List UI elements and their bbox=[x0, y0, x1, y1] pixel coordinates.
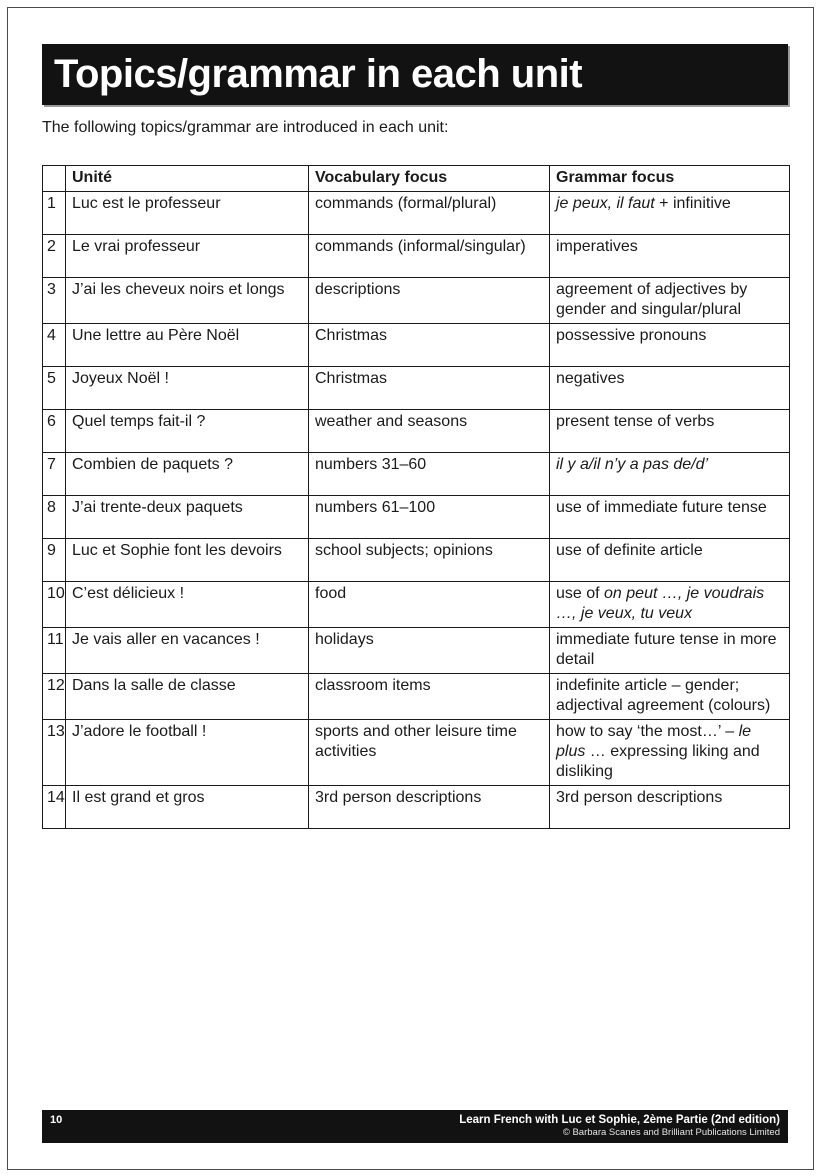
table-row bbox=[43, 278, 790, 324]
vocabulary-focus-cell: commands (formal/plural) bbox=[309, 192, 550, 235]
unit-title-cell: Combien de paquets ? bbox=[66, 453, 309, 496]
table-row bbox=[43, 410, 790, 453]
vocabulary-focus-cell: descriptions bbox=[309, 278, 550, 324]
vocabulary-focus-cell: weather and seasons bbox=[309, 410, 550, 453]
unit-number-cell: 5 bbox=[43, 367, 66, 410]
table-row bbox=[43, 786, 790, 829]
page-number: 10 bbox=[50, 1114, 63, 1126]
unit-number-cell: 8 bbox=[43, 496, 66, 539]
grammar-focus-cell: use of definite article bbox=[550, 539, 790, 582]
unit-number-cell: 14 bbox=[43, 786, 66, 829]
table-row bbox=[43, 453, 790, 496]
vocabulary-focus-cell: commands (informal/singular) bbox=[309, 235, 550, 278]
unit-number-cell: 7 bbox=[43, 453, 66, 496]
unit-title-cell: C’est délicieux ! bbox=[66, 582, 309, 628]
vocabulary-focus-cell: sports and other leisure time activities bbox=[309, 720, 550, 786]
table-row bbox=[43, 496, 790, 539]
unit-title-cell: Il est grand et gros bbox=[66, 786, 309, 829]
unit-number-cell: 3 bbox=[43, 278, 66, 324]
unit-title-cell: Joyeux Noël ! bbox=[66, 367, 309, 410]
unit-title-cell: J’adore le football ! bbox=[66, 720, 309, 786]
vocabulary-focus-cell: classroom items bbox=[309, 674, 550, 720]
grammar-focus-cell: how to say ‘the most…’ – le plus … expressing liking and disliking bbox=[550, 720, 790, 786]
footer-bar bbox=[42, 1110, 788, 1143]
unit-number-cell: 4 bbox=[43, 324, 66, 367]
vocabulary-focus-cell: numbers 31–60 bbox=[309, 453, 550, 496]
footer-right bbox=[459, 1113, 780, 1143]
copyright-line: © Barbara Scanes and Brilliant Publications Limited bbox=[562, 1127, 780, 1138]
vocabulary-focus-cell: food bbox=[309, 582, 550, 628]
grammar-focus-cell: je peux, il faut + infinitive bbox=[550, 192, 790, 235]
header-unit-number bbox=[43, 166, 66, 192]
unit-number-cell: 2 bbox=[43, 235, 66, 278]
unit-title-cell: Je vais aller en vacances ! bbox=[66, 628, 309, 674]
vocabulary-focus-cell: numbers 61–100 bbox=[309, 496, 550, 539]
table-row bbox=[43, 235, 790, 278]
unit-title-cell: Quel temps fait-il ? bbox=[66, 410, 309, 453]
unit-title-cell: Dans la salle de classe bbox=[66, 674, 309, 720]
intro-text: The following topics/grammar are introduced in each unit: bbox=[42, 119, 449, 136]
grammar-focus-cell: il y a/il n’y a pas de/d’ bbox=[550, 453, 790, 496]
table-row bbox=[43, 192, 790, 235]
unit-number-cell: 1 bbox=[43, 192, 66, 235]
grammar-focus-cell: imperatives bbox=[550, 235, 790, 278]
grammar-focus-cell: use of immediate future tense bbox=[550, 496, 790, 539]
vocabulary-focus-cell: Christmas bbox=[309, 324, 550, 367]
grammar-focus-cell: use of on peut …, je voudrais …, je veux, tu veux bbox=[550, 582, 790, 628]
grammar-focus-cell: negatives bbox=[550, 367, 790, 410]
unit-title-cell: Une lettre au Père Noël bbox=[66, 324, 309, 367]
unit-title-cell: J’ai les cheveux noirs et longs bbox=[66, 278, 309, 324]
table-row bbox=[43, 628, 790, 674]
table-row bbox=[43, 324, 790, 367]
topics-table bbox=[42, 165, 790, 829]
unit-title-cell: Luc est le professeur bbox=[66, 192, 309, 235]
grammar-focus-cell: immediate future tense in more detail bbox=[550, 628, 790, 674]
unit-title-cell: J’ai trente-deux paquets bbox=[66, 496, 309, 539]
unit-number-cell: 12 bbox=[43, 674, 66, 720]
table-row bbox=[43, 367, 790, 410]
table-row bbox=[43, 674, 790, 720]
header-grammar-focus: Grammar focus bbox=[550, 166, 790, 192]
grammar-focus-cell: agreement of adjectives by gender and singular/plural bbox=[550, 278, 790, 324]
vocabulary-focus-cell: 3rd person descriptions bbox=[309, 786, 550, 829]
header-vocabulary-focus: Vocabulary focus bbox=[309, 166, 550, 192]
table-header-row bbox=[43, 166, 790, 192]
unit-number-cell: 11 bbox=[43, 628, 66, 674]
unit-number-cell: 6 bbox=[43, 410, 66, 453]
grammar-focus-cell: indefinite article – gender; adjectival agreement (colours) bbox=[550, 674, 790, 720]
page-title-banner bbox=[42, 44, 788, 105]
page-title: Topics/grammar in each unit bbox=[54, 52, 583, 96]
unit-title-cell: Le vrai professeur bbox=[66, 235, 309, 278]
vocabulary-focus-cell: holidays bbox=[309, 628, 550, 674]
header-unite: Unité bbox=[66, 166, 309, 192]
table-row bbox=[43, 582, 790, 628]
grammar-focus-cell: possessive pronouns bbox=[550, 324, 790, 367]
unit-number-cell: 13 bbox=[43, 720, 66, 786]
vocabulary-focus-cell: Christmas bbox=[309, 367, 550, 410]
unit-number-cell: 10 bbox=[43, 582, 66, 628]
vocabulary-focus-cell: school subjects; opinions bbox=[309, 539, 550, 582]
grammar-focus-cell: 3rd person descriptions bbox=[550, 786, 790, 829]
unit-title-cell: Luc et Sophie font les devoirs bbox=[66, 539, 309, 582]
unit-number-cell: 9 bbox=[43, 539, 66, 582]
table-row bbox=[43, 720, 790, 786]
table-row bbox=[43, 539, 790, 582]
book-title: Learn French with Luc et Sophie, 2ème Partie (2nd edition) bbox=[459, 1114, 780, 1126]
grammar-focus-cell: present tense of verbs bbox=[550, 410, 790, 453]
